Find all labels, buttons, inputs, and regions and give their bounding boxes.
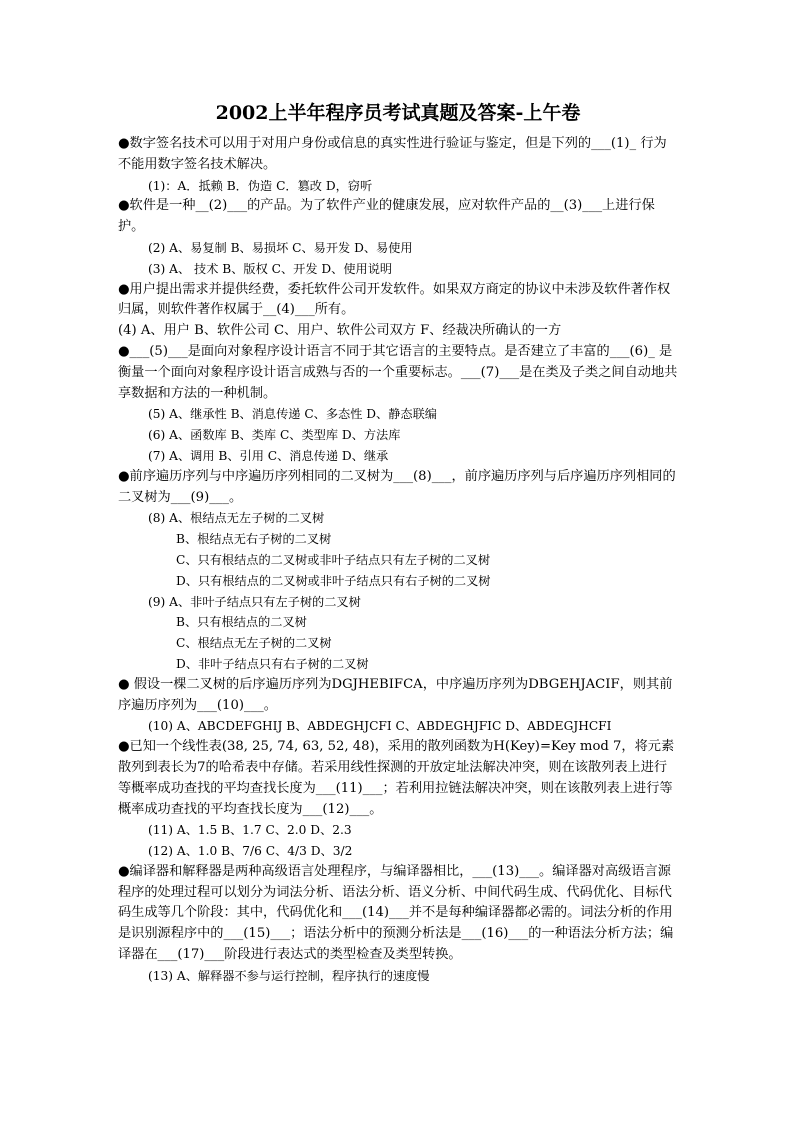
option-line: B、只有根结点的二叉树	[176, 615, 307, 630]
option-line: B、根结点无右子树的二叉树	[176, 532, 332, 547]
page-title: 2002上半年程序员考试真题及答案-上午卷	[215, 102, 581, 124]
option-line: D、非叶子结点只有右子树的二叉树	[176, 656, 369, 671]
question-paragraph: ●已知一个线性表(38, 25, 74, 63, 52, 48)，采用的散列函数为H(Key)=Key mod 7，将元素散列到表长为7的哈希表中存储。若采用线性探测的开放定址法解决冲突，则在该散列表上进行等概率成功查找的平均查找长度为___(11)___；若利用拉链法解决冲突，则在该散列表上进行等概率成功查找的平均查找长度为___(12)___。	[118, 739, 675, 817]
question-paragraph: ● 假设一棵二叉树的后序遍历序列为DGJHEBIFCA，中序遍历序列为DBGEHJACIF，则其前序遍历序列为___(10)___。	[118, 676, 673, 713]
option-line: (7) A、调用 B、引用 C、消息传递 D、继承	[148, 448, 389, 463]
document-body	[118, 134, 678, 987]
option-line: C、只有根结点的二叉树或非叶子结点只有左子树的二叉树	[176, 552, 491, 567]
option-line: (5) A、继承性 B、消息传递 C、多态性 D、静态联编	[148, 407, 437, 422]
option-line: (1)：A．抵赖 B．伪造 C．篡改 D，窃听	[148, 178, 373, 193]
option-line: C、根结点无左子树的二叉树	[176, 636, 332, 651]
question-paragraph: ●编译器和解释器是两种高级语言处理程序，与编译器相比，___(13)___。编译器对高级语言源程序的处理过程可以划分为词法分析、语法分析、语义分析、中间代码生成、代码优化、目标代码生成等几个阶段：其中，代码优化和___(14)___并不是每种编译器都必需的。词法分析的作用是识别源程序中的___(15)___；语法分析中的预测分析法是___(16)___的一种语法分析方法；编译器在___(17)___阶段进行表达式的类型检查及类型转换。	[118, 863, 674, 963]
option-line: (6) A、函数库 B、类库 C、类型库 D、方法库	[148, 428, 401, 443]
option-line: (10) A、ABCDEFGHIJ B、ABDEGHJCFI C、ABDEGHJFIC D、ABDEGJHCFI	[148, 719, 612, 734]
question-paragraph: ●数字签名技术可以用于对用户身份或信息的真实性进行验证与鉴定，但是下列的___(1)_ 行为不能用数字签名技术解决。	[118, 136, 667, 172]
question-paragraph: ●___(5)___是面向对象程序设计语言不同于其它语言的主要特点。是否建立了丰富的___(6)_ 是衡量一个面向对象程序设计语言成熟与否的一个重要标志。___(7)___是在类及子类之间自动地共享数据和方法的一种机制。	[118, 343, 678, 401]
option-line: D、只有根结点的二叉树或非叶子结点只有右子树的二叉树	[176, 573, 491, 588]
option-line: (2) A、易复制 B、易损坏 C、易开发 D、易使用	[148, 240, 413, 255]
option-line: (8) A、根结点无左子树的二叉树	[148, 511, 325, 526]
option-line: (13) A、解释器不参与运行控制，程序执行的速度慢	[148, 968, 430, 983]
question-paragraph: ●前序遍历序列与中序遍历序列相同的二叉树为___(8)___，前序遍历序列与后序遍历序列相同的二叉树为___(9)___。	[118, 468, 676, 505]
option-line: (12) A、1.0 B、7/6 C、4/3 D、3/2	[148, 844, 353, 859]
question-paragraph: ●用户提出需求并提供经费，委托软件公司开发软件。如果双方商定的协议中未涉及软件著作权归属，则软件著作权属于__(4)___所有。	[118, 281, 671, 318]
question-paragraph: ●软件是一种__(2)___的产品。为了软件产业的健康发展，应对软件产品的__(3)___上进行保护。	[118, 198, 655, 235]
option-line: (9) A、非叶子结点只有左子树的二叉树	[148, 594, 361, 609]
option-line: (3) A、 技术 B、版权 C、开发 D、使用说明	[148, 261, 393, 276]
option-line: (11) A、1.5 B、1.7 C、2.0 D、2.3	[148, 823, 352, 838]
document-page	[118, 100, 678, 987]
question-paragraph: (4) A、用户 B、软件公司 C、用户、软件公司双方 F、经裁决所确认的一方	[118, 323, 562, 339]
